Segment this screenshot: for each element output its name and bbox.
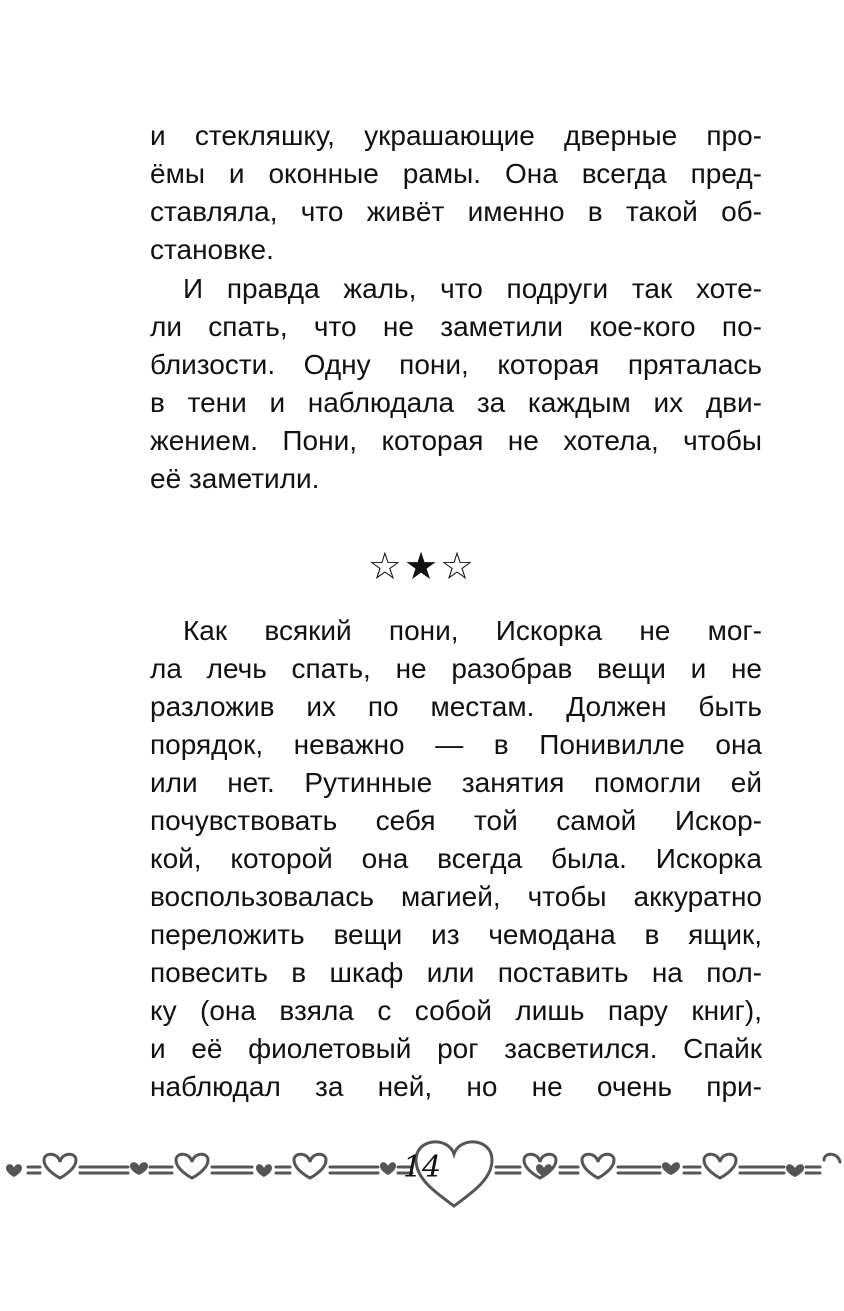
section-separator: ☆★☆ <box>367 544 477 588</box>
text-line: её заметили. <box>150 463 320 494</box>
text-line: Как всякий пони, Искорка не мог- <box>183 615 762 646</box>
text-line: порядок, неважно — в Понивилле она <box>150 729 762 760</box>
text-line: или нет. Рутинные занятия помогли ей <box>150 767 762 798</box>
text-line: близости. Одну пони, которая пряталась <box>150 349 762 380</box>
text-line: ку (она взяла с собой лишь пару книг), <box>150 995 762 1026</box>
text-line: жением. Пони, которая не хотела, чтобы <box>150 425 762 456</box>
text-line: повесить в шкаф или поставить на пол- <box>150 957 762 988</box>
text-line: почувствовать себя той самой Искор- <box>150 805 762 836</box>
text-line: переложить вещи из чемодана в ящик, <box>150 919 762 950</box>
page-number: 14 <box>402 1150 442 1185</box>
text-line: ла лечь спать, не разобрав вещи и не <box>150 653 762 684</box>
text-line: ставляла, что живёт именно в такой об- <box>150 196 762 227</box>
paragraph-3 <box>150 612 762 1106</box>
text-line: разложив их по местам. Должен быть <box>150 691 762 722</box>
text-line: становке. <box>150 234 274 265</box>
text-line: воспользовалась магией, чтобы аккуратно <box>150 881 762 912</box>
text-line: в тени и наблюдала за каждым их дви- <box>150 387 762 418</box>
text-line: и её фиолетовый рог засветился. Спайк <box>150 1033 762 1064</box>
text-line: ёмы и оконные рамы. Она всегда пред- <box>150 158 762 189</box>
paragraph-2 <box>150 270 762 498</box>
text-line: кой, которой она всегда была. Искорка <box>150 843 762 874</box>
paragraph-1 <box>150 117 762 269</box>
text-line: наблюдал за ней, но не очень при- <box>150 1071 762 1102</box>
text-line: ли спать, что не заметили кое-кого по- <box>150 311 762 342</box>
text-line: И правда жаль, что подруги так хоте- <box>183 273 762 304</box>
text-line: и стекляшку, украшающие дверные про- <box>150 120 762 151</box>
